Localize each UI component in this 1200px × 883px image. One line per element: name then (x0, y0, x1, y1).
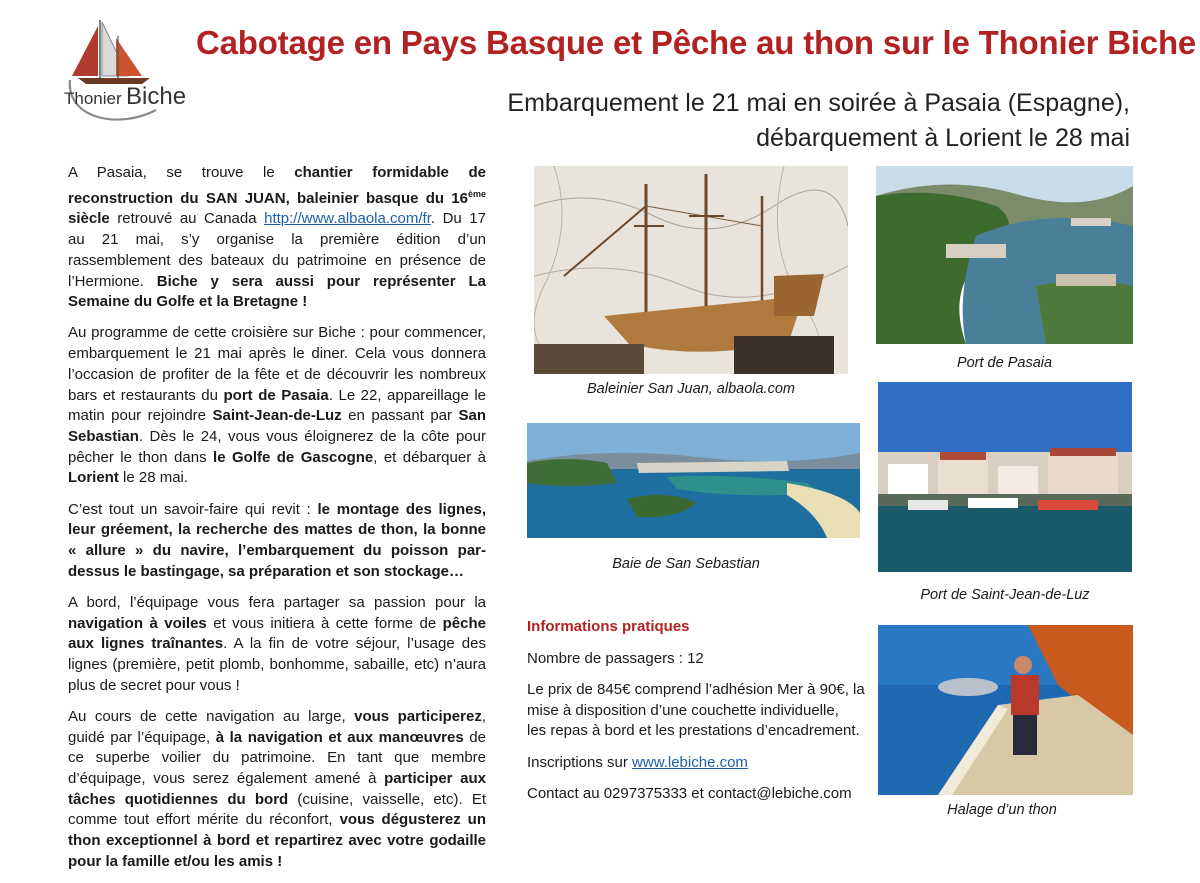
text-run: Au cours de cette navigation au large, (68, 707, 355, 725)
bold-text: à la navigation et aux manœuvres (215, 728, 464, 746)
caption-san-sebastian: Baie de San Sebastian (612, 556, 760, 572)
text-run: (cuisine, vaisselle, etc). Et comme tout effort mérite du réconfort, (68, 790, 487, 829)
caption-halage: Halage d’un thon (947, 802, 1057, 818)
bold-text: vous participerez (354, 707, 482, 725)
bold-text: port de Pasaia (223, 386, 329, 404)
thonier-biche-logo (58, 18, 188, 128)
text-run: C’est tout un savoir-faire qui revit : (68, 500, 318, 518)
page-title: Cabotage en Pays Basque et Pêche au thon sur le Thonier Biche (196, 24, 1197, 61)
bold-text: vous dégusterez un thon exceptionnel à bord et repartirez avec votre godaille pour la famille et/ou les amis ! (68, 811, 486, 870)
bold-text: chantier formidable de reconstruction du SAN JUAN, baleinier basque du 16 (68, 164, 486, 207)
bold-text: ème (467, 188, 486, 199)
info-price-line-3: les repas à bord et les prestations d’encadrement. (527, 722, 860, 739)
paragraph-savoir-faire (68, 500, 486, 583)
lebiche-website-link[interactable]: www.lebiche.com (632, 753, 748, 771)
text-run: . Du 17 au 21 mai, s’y organise la première édition d’un rassemblement des bateaux du patrimoine en présence de l’Hermione. (68, 210, 486, 290)
paragraph-equipage (68, 593, 486, 697)
subtitle-line-1: Embarquement le 21 mai en soirée à Pasaia (Espagne), (507, 89, 1130, 117)
bold-text: le montage des lignes, leur gréement, la recherche des mattes de thon, la bonne « allure » du navire, l’embarquement du poisson par-dessus le bastingage, sa préparation et son stockage… (68, 500, 486, 580)
info-inscriptions-label: Inscriptions sur (527, 753, 633, 771)
text-run: . A la fin de votre séjour, l’usage des lignes (première, petit plomb, bonhomme, sabaille, etc) n’aura plus de secret pour vous ! (68, 635, 486, 694)
bold-text: Saint-Jean-de-Luz (212, 407, 342, 425)
info-inscriptions (527, 753, 857, 774)
bold-text: participer aux tâches quotidiennes du bord (68, 769, 487, 808)
info-contact: Contact au 0297375333 et contact@lebiche.com (527, 785, 852, 802)
bold-text: Biche y sera aussi pour représenter La Semaine du Golfe et la Bretagne ! (68, 272, 486, 311)
photo-san-juan-ship-model (534, 166, 848, 374)
text-run: retrouvé au Canada (109, 210, 265, 228)
text-run: . Dès le 24, vous vous éloignerez de la côte pour pêcher le thon dans (68, 427, 486, 466)
photo-port-de-saint-jean-de-luz (878, 382, 1132, 572)
logo-text-thonier: Thonier (64, 89, 122, 108)
paragraph-san-juan (68, 163, 486, 313)
page-subtitle (500, 86, 1130, 156)
info-price (527, 680, 865, 742)
info-price-line-1: Le prix de 845€ comprend l’adhésion Mer à 90€, la (527, 681, 865, 698)
caption-pasaia: Port de Pasaia (956, 355, 1053, 371)
albaola-link[interactable]: http://www.albaola.com/fr (264, 210, 431, 228)
bold-text: le Golfe de Gascogne (213, 448, 374, 466)
logo-text-biche: Biche (126, 83, 187, 110)
photo-baie-de-san-sebastian (527, 423, 860, 538)
text-run: de ce superbe voilier du patrimoine. En tant que membre d’équipage, vous serez également amené à (68, 728, 486, 787)
bold-text: pêche aux lignes traînantes (68, 614, 486, 653)
caption-san-juan: Baleinier San Juan, albaola.com (587, 381, 795, 397)
bold-text: navigation à voiles (68, 614, 207, 632)
description-column (68, 163, 486, 883)
text-run: en passant par (341, 407, 459, 425)
paragraph-programme (68, 323, 486, 489)
practical-info-section (527, 617, 865, 816)
text-run: A Pasaia, se trouve le (68, 164, 295, 181)
text-run: Au programme de cette croisière sur Biche : pour commencer, embarquement le 21 mai après le diner. Cela vous donnera l’occasion de profiter de la fête et de découvrir les nombreux bars et restaurants du (68, 324, 486, 404)
text-run: A bord, l’équipage vous fera partager sa passion pour la (68, 593, 486, 611)
info-price-line-2: mise à disposition d’une couchette individuelle, (527, 701, 839, 719)
text-run: et vous initiera à cette forme de (206, 614, 443, 632)
info-title: Informations pratiques (527, 618, 690, 635)
caption-saint-jean-de-luz: Port de Saint-Jean-de-Luz (920, 587, 1090, 603)
text-run: le 28 mai. (118, 469, 189, 487)
text-run: , guidé par l’équipage, (68, 707, 486, 746)
bold-text: Lorient (68, 469, 119, 487)
text-run: , et débarquer à (373, 448, 486, 466)
photo-halage-thon (878, 625, 1133, 795)
bold-text: San Sebastian (68, 407, 486, 445)
bold-text: siècle (68, 210, 110, 228)
photo-port-de-pasaia (876, 166, 1133, 344)
subtitle-line-2: débarquement à Lorient le 28 mai (756, 124, 1130, 152)
info-passengers: Nombre de passagers : 12 (527, 649, 704, 667)
text-run: . Le 22, appareillage le matin pour rejoindre (68, 386, 486, 425)
